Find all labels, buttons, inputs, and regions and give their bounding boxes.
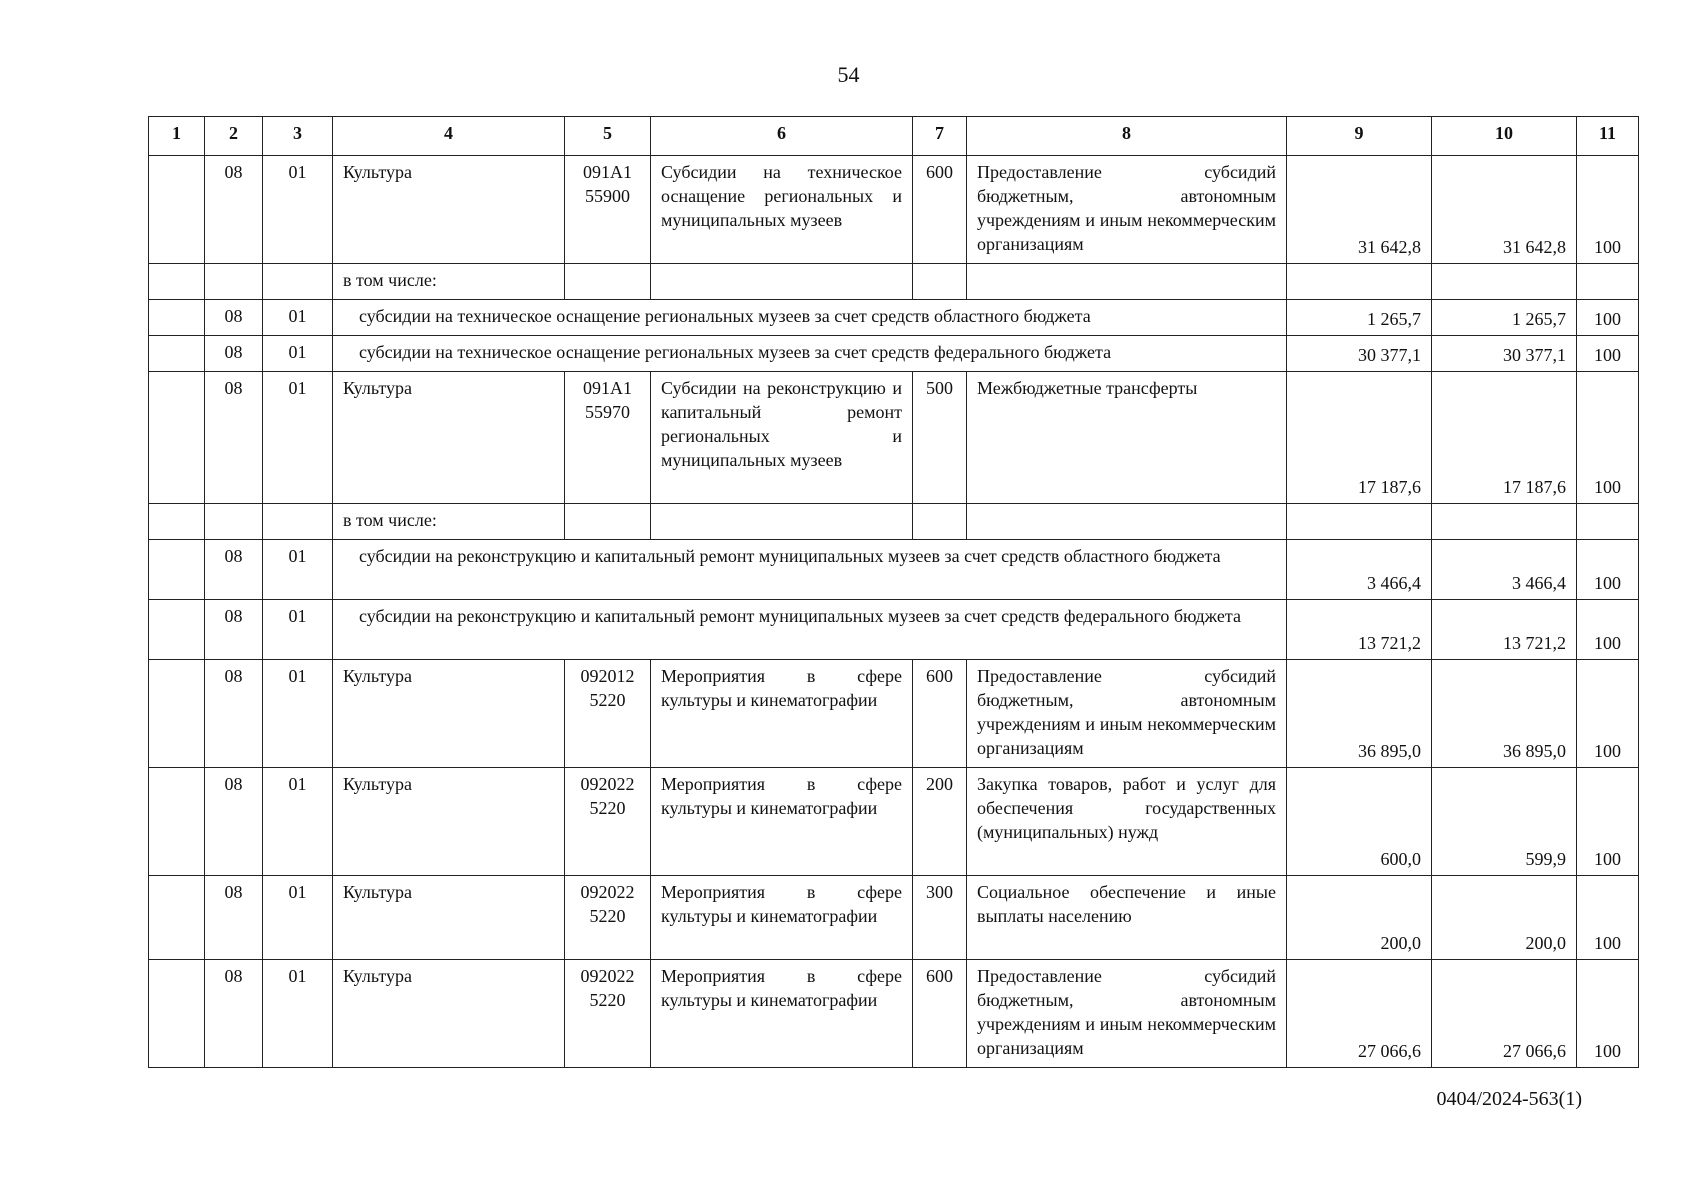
cell-percent: 100 (1577, 300, 1639, 336)
col-header: 11 (1577, 117, 1639, 156)
cell-subsection: 01 (263, 336, 333, 372)
cell-actual: 31 642,8 (1432, 156, 1577, 264)
cell-planned: 1 265,7 (1287, 300, 1432, 336)
table-row (149, 540, 1639, 600)
cell-empty (149, 156, 205, 264)
table-row (149, 960, 1639, 1068)
col-header: 10 (1432, 117, 1577, 156)
cell-section: 08 (205, 540, 263, 600)
cell-name: Культура (333, 960, 565, 1068)
cell-target-code: 092022 5220 (565, 876, 651, 960)
cell-section: 08 (205, 960, 263, 1068)
cell-expense-code: 300 (913, 876, 967, 960)
col-header: 4 (333, 117, 565, 156)
table-row (149, 600, 1639, 660)
cell-actual: 1 265,7 (1432, 300, 1577, 336)
table-row (149, 876, 1639, 960)
cell-percent: 100 (1577, 876, 1639, 960)
cell-description: Мероприятия в сфере культуры и кинематографии (651, 768, 913, 876)
cell-expense-code: 600 (913, 660, 967, 768)
cell-subsection: 01 (263, 960, 333, 1068)
cell-name: Культура (333, 372, 565, 504)
col-header: 9 (1287, 117, 1432, 156)
cell-subsection: 01 (263, 372, 333, 504)
cell-planned: 13 721,2 (1287, 600, 1432, 660)
cell-percent: 100 (1577, 960, 1639, 1068)
cell-subitem: субсидии на реконструкцию и капитальный ремонт муниципальных музеев за счет средств федерального бюджета (333, 600, 1287, 660)
cell-planned: 600,0 (1287, 768, 1432, 876)
cell-name: Культура (333, 156, 565, 264)
col-header: 8 (967, 117, 1287, 156)
cell-subitem: субсидии на техническое оснащение региональных музеев за счет средств областного бюджета (333, 300, 1287, 336)
cell-expense-type: Предоставление субсидий бюджетным, автономным учреждениям и иным некоммерческим организациям (967, 960, 1287, 1068)
cell-percent: 100 (1577, 372, 1639, 504)
col-header: 3 (263, 117, 333, 156)
cell-actual: 13 721,2 (1432, 600, 1577, 660)
cell-section: 08 (205, 768, 263, 876)
cell-note: в том числе: (333, 264, 565, 300)
cell-section: 08 (205, 156, 263, 264)
col-header: 1 (149, 117, 205, 156)
cell-subitem: субсидии на техническое оснащение региональных музеев за счет средств федерального бюджета (333, 336, 1287, 372)
cell-subsection: 01 (263, 540, 333, 600)
cell-subsection: 01 (263, 600, 333, 660)
cell-description: Мероприятия в сфере культуры и кинематографии (651, 960, 913, 1068)
cell-subsection: 01 (263, 768, 333, 876)
cell-description: Субсидии на техническое оснащение региональных и муниципальных музеев (651, 156, 913, 264)
cell-percent: 100 (1577, 156, 1639, 264)
cell-planned: 17 187,6 (1287, 372, 1432, 504)
col-header: 5 (565, 117, 651, 156)
cell-planned: 36 895,0 (1287, 660, 1432, 768)
cell-section: 08 (205, 660, 263, 768)
cell-expense-code: 600 (913, 960, 967, 1068)
col-header: 6 (651, 117, 913, 156)
document-code: 0404/2024-563(1) (1436, 1088, 1582, 1110)
cell-subsection: 01 (263, 300, 333, 336)
cell-target-code: 092022 5220 (565, 768, 651, 876)
cell-actual: 599,9 (1432, 768, 1577, 876)
cell-expense-code: 200 (913, 768, 967, 876)
cell-section: 08 (205, 300, 263, 336)
cell-expense-type: Межбюджетные трансферты (967, 372, 1287, 504)
cell-name: Культура (333, 768, 565, 876)
cell-target-code: 091A1 55900 (565, 156, 651, 264)
cell-expense-type: Социальное обеспечение и иные выплаты населению (967, 876, 1287, 960)
cell-planned: 31 642,8 (1287, 156, 1432, 264)
cell-target-code: 092022 5220 (565, 960, 651, 1068)
table-row (149, 768, 1639, 876)
cell-subitem: субсидии на реконструкцию и капитальный ремонт муниципальных музеев за счет средств областного бюджета (333, 540, 1287, 600)
cell-section: 08 (205, 600, 263, 660)
cell-description: Мероприятия в сфере культуры и кинематографии (651, 876, 913, 960)
cell-actual: 3 466,4 (1432, 540, 1577, 600)
header-row (149, 117, 1639, 156)
cell-expense-type: Предоставление субсидий бюджетным, автономным учреждениям и иным некоммерческим организациям (967, 156, 1287, 264)
cell-target-code: 092012 5220 (565, 660, 651, 768)
budget-table (148, 116, 1639, 1068)
table-row (149, 660, 1639, 768)
table-row (149, 300, 1639, 336)
cell-subsection: 01 (263, 660, 333, 768)
cell-percent: 100 (1577, 600, 1639, 660)
page-number: 54 (837, 62, 860, 87)
cell-percent: 100 (1577, 336, 1639, 372)
cell-section: 08 (205, 336, 263, 372)
cell-percent: 100 (1577, 768, 1639, 876)
cell-planned: 3 466,4 (1287, 540, 1432, 600)
cell-section: 08 (205, 876, 263, 960)
cell-actual: 200,0 (1432, 876, 1577, 960)
cell-subsection: 01 (263, 156, 333, 264)
cell-expense-code: 500 (913, 372, 967, 504)
cell-expense-type: Предоставление субсидий бюджетным, автономным учреждениям и иным некоммерческим организациям (967, 660, 1287, 768)
cell-actual: 27 066,6 (1432, 960, 1577, 1068)
cell-expense-type: Закупка товаров, работ и услуг для обеспечения государственных (муниципальных) нужд (967, 768, 1287, 876)
cell-description: Субсидии на реконструкцию и капитальный ремонт региональных и муниципальных музеев (651, 372, 913, 504)
table-row (149, 504, 1639, 540)
table-row (149, 264, 1639, 300)
cell-target-code: 091A1 55970 (565, 372, 651, 504)
table-row (149, 336, 1639, 372)
cell-name: Культура (333, 660, 565, 768)
table-row (149, 372, 1639, 504)
cell-name: Культура (333, 876, 565, 960)
cell-actual: 30 377,1 (1432, 336, 1577, 372)
cell-subsection: 01 (263, 876, 333, 960)
cell-expense-code: 600 (913, 156, 967, 264)
cell-description: Мероприятия в сфере культуры и кинематографии (651, 660, 913, 768)
cell-planned: 27 066,6 (1287, 960, 1432, 1068)
cell-actual: 36 895,0 (1432, 660, 1577, 768)
table-row (149, 156, 1639, 264)
cell-percent: 100 (1577, 660, 1639, 768)
cell-percent: 100 (1577, 540, 1639, 600)
cell-actual: 17 187,6 (1432, 372, 1577, 504)
col-header: 7 (913, 117, 967, 156)
cell-section: 08 (205, 372, 263, 504)
cell-note: в том числе: (333, 504, 565, 540)
cell-planned: 30 377,1 (1287, 336, 1432, 372)
cell-planned: 200,0 (1287, 876, 1432, 960)
col-header: 2 (205, 117, 263, 156)
